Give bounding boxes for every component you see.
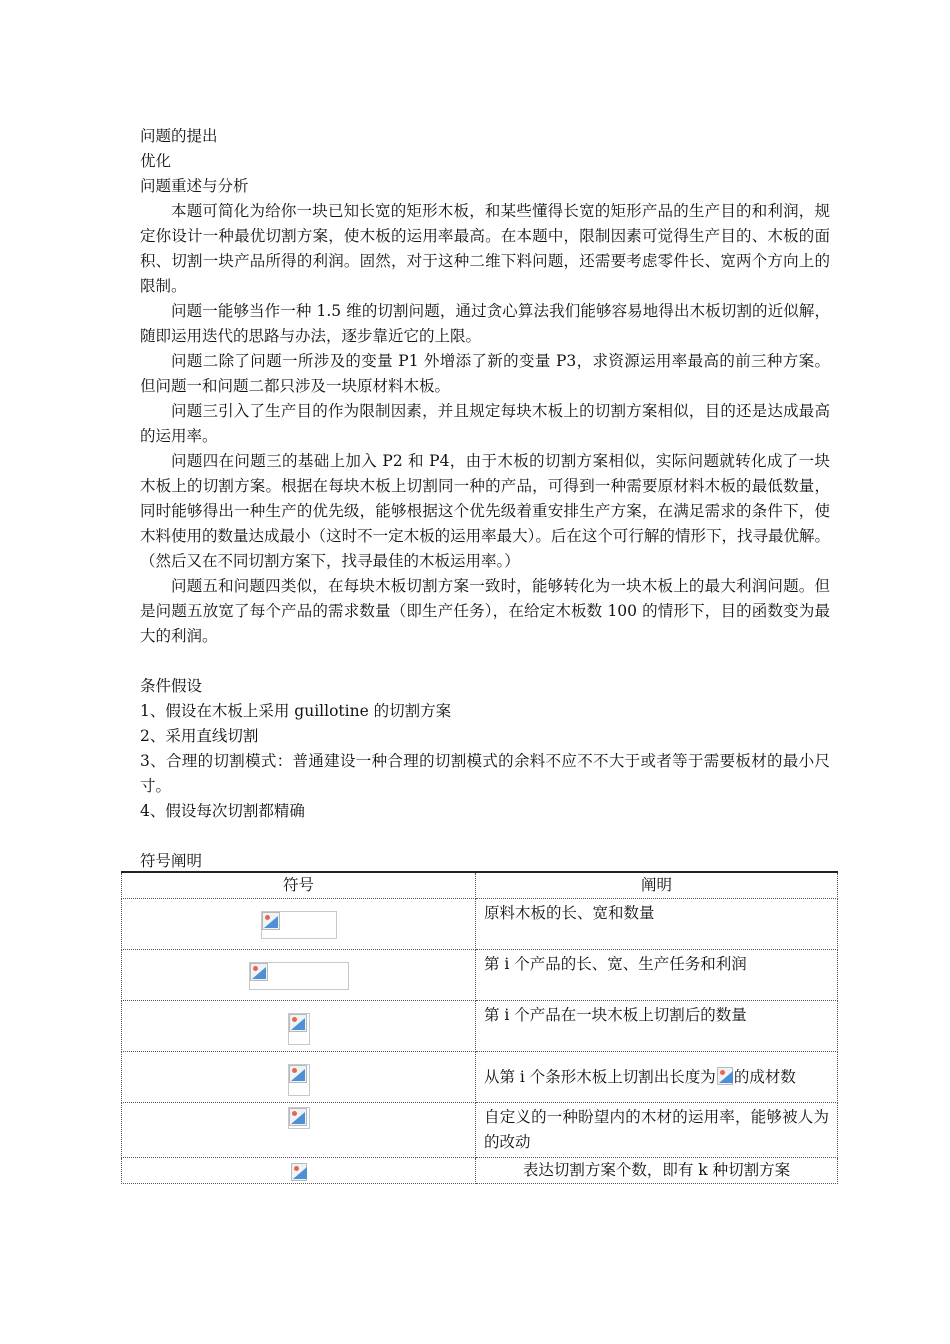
assumption-item: 1、假设在木板上采用 guillotine 的切割方案 xyxy=(140,702,452,720)
header-description: 阐明 xyxy=(476,872,838,899)
table-row xyxy=(122,1103,838,1158)
paragraph-q4: 问题四在问题三的基础上加入 P2 和 P4，由于木板的切割方案相似，实际问题就转化成了一块木板上的切割方案。根据在每块木板上切割同一种的产品，可得到一种需要原材料木板的最低数量，同时能够得出一种生产的优先级，能够根据这个优先级着重安排生产方案，在满足需求的条件下，使木料使用的数量达成最小（这时不一定木板的运用率最大）。后在这个可行解的情形下，找寻最优解。（然后又在不同切割方案下，找寻最佳的木板运用率。） xyxy=(140,452,830,570)
broken-image-icon xyxy=(249,962,349,990)
description-cell: 自定义的一种盼望内的木材的运用率，能够被人为的改动 xyxy=(476,1103,838,1158)
paragraph-q1: 问题一能够当作一种 1.5 维的切割问题，通过贪心算法我们能够容易地得出木板切割的近似解，随即运用迭代的思路与办法，逐步靠近它的上限。 xyxy=(140,302,830,345)
image-icon xyxy=(289,1014,307,1032)
description-text: 从第 i 个条形木板上切割出长度为 xyxy=(484,1068,716,1086)
broken-image-icon xyxy=(288,1107,310,1129)
table-row xyxy=(122,1052,838,1103)
heading-problem: 问题的提出 xyxy=(140,127,218,145)
table-row xyxy=(122,899,838,950)
image-icon xyxy=(291,1163,307,1181)
symbol-cell xyxy=(122,1001,476,1052)
description-cell xyxy=(476,1052,838,1103)
heading-restatement: 问题重述与分析 xyxy=(140,177,249,195)
broken-image-icon xyxy=(288,1064,310,1096)
broken-image-icon xyxy=(288,1013,310,1045)
description-cell: 第 i 个产品的长、宽、生产任务和利润 xyxy=(476,950,838,1001)
image-icon xyxy=(262,912,280,930)
table-row xyxy=(122,1001,838,1052)
paragraph-q3: 问题三引入了生产目的作为限制因素，并且规定每块木板上的切割方案相似，目的还是达成最高的运用率。 xyxy=(140,402,830,445)
image-icon xyxy=(250,963,268,981)
symbol-table xyxy=(121,871,838,1184)
description-text: 的成材数 xyxy=(733,1068,796,1086)
paragraph-intro: 本题可简化为给你一块已知长宽的矩形木板，和某些懂得长宽的矩形产品的生产目的和利润，规定你设计一种最优切割方案，使木板的运用率最高。在本题中，限制因素可觉得生产目的、木板的面积、切割一块产品所得的利润。固然，对于这种二维下料问题，还需要考虑零件长、宽两个方向上的限制。 xyxy=(140,202,830,295)
image-icon xyxy=(289,1108,307,1126)
image-icon xyxy=(289,1065,307,1083)
symbol-cell xyxy=(122,950,476,1001)
spacer xyxy=(140,824,830,849)
heading-assumptions: 条件假设 xyxy=(140,677,203,695)
description-cell: 原料木板的长、宽和数量 xyxy=(476,899,838,950)
assumption-item: 3、合理的切割模式：普通建设一种合理的切割模式的余料不应不不大于或者等于需要板材的最小尺寸。 xyxy=(140,752,830,795)
paragraph-q2: 问题二除了问题一所涉及的变量 P1 外增添了新的变量 P3，求资源运用率最高的前三种方案。但问题一和问题二都只涉及一块原材料木板。 xyxy=(140,352,830,395)
table-row xyxy=(122,1158,838,1184)
assumption-item: 4、假设每次切割都精确 xyxy=(140,802,305,820)
symbol-cell xyxy=(122,899,476,950)
header-symbol: 符号 xyxy=(122,872,476,899)
symbol-cell xyxy=(122,1052,476,1103)
document-body xyxy=(140,124,830,874)
spacer xyxy=(140,649,830,674)
table-header-row xyxy=(122,872,838,899)
table-row xyxy=(122,950,838,1001)
description-cell: 表达切割方案个数，即有 k 种切割方案 xyxy=(476,1158,838,1184)
broken-image-icon xyxy=(261,911,337,939)
description-cell: 第 i 个产品在一块木板上切割后的数量 xyxy=(476,1001,838,1052)
symbol-cell xyxy=(122,1158,476,1184)
assumption-item: 2、采用直线切割 xyxy=(140,727,259,745)
heading-optimization: 优化 xyxy=(140,152,172,170)
image-icon xyxy=(717,1067,733,1085)
symbol-cell xyxy=(122,1103,476,1158)
heading-symbols: 符号阐明 xyxy=(140,852,203,870)
paragraph-q5: 问题五和问题四类似，在每块木板切割方案一致时，能够转化为一块木板上的最大利润问题。但是问题五放宽了每个产品的需求数量（即生产任务），在给定木板数 100 的情形下，目的函数变为最大的利润。 xyxy=(140,577,830,645)
